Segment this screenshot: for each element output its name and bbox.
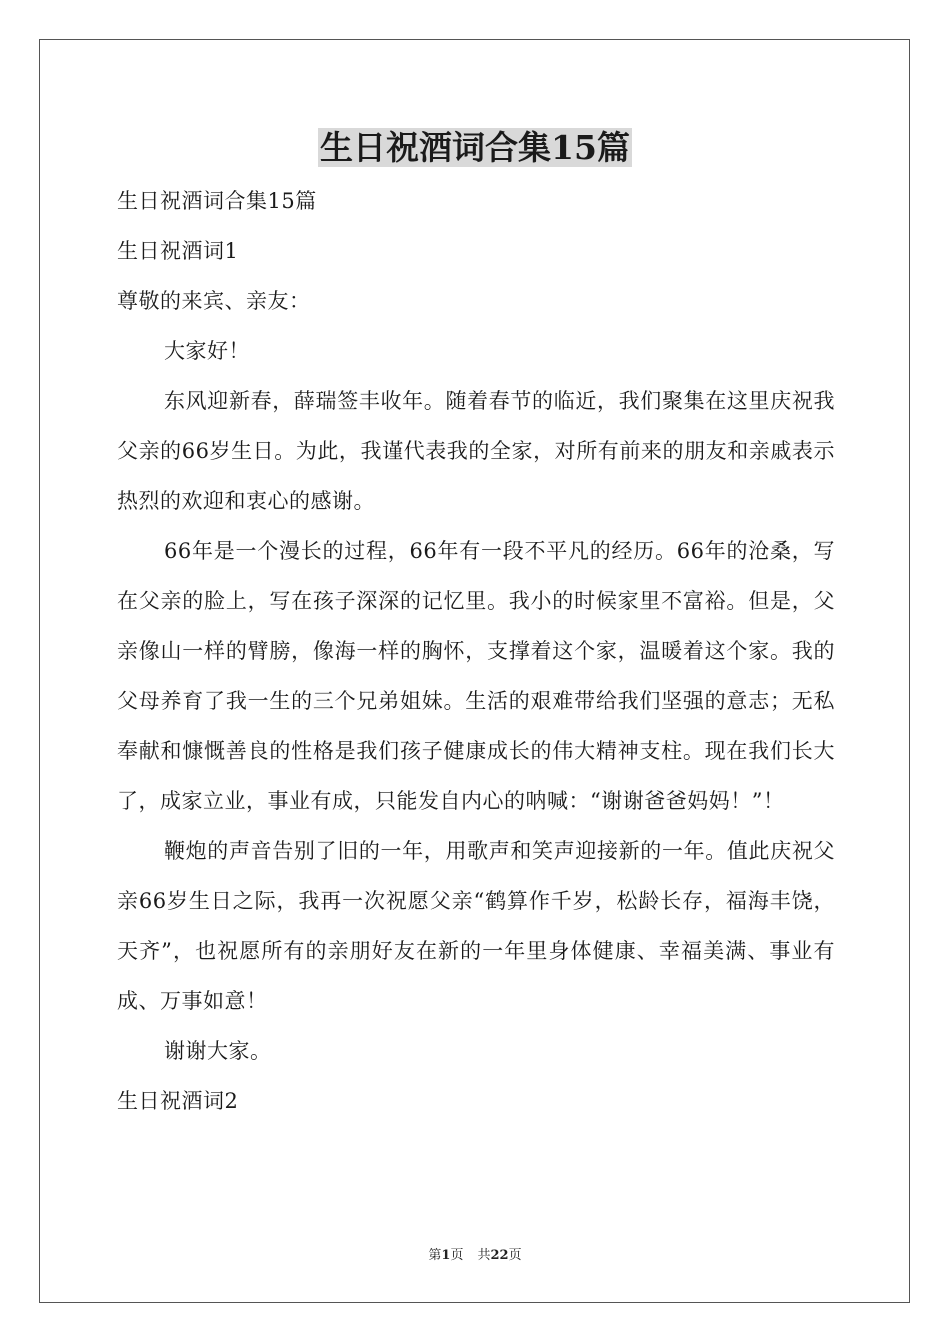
page-footer [0, 1247, 950, 1265]
paragraph: 东风迎新春，薛瑞签丰收年。随着春节的临近，我们聚集在这里庆祝我父亲的66岁生日。为此，我谨代表我的全家，对所有前来的朋友和亲戚表示热烈的欢迎和衷心的感谢。 [117, 389, 835, 513]
paragraph: 鞭炮的声音告别了旧的一年，用歌声和笑声迎接新的一年。值此庆祝父亲66岁生日之际，我再一次祝愿父亲“鹤算作千岁，松龄长存，福海丰饶，天齐”，也祝愿所有的亲朋好友在新的一年里身体健康、幸福美满、事业有成、万事如意！ [117, 839, 835, 1013]
footer-total-suffix: 页 [508, 1248, 522, 1263]
paragraph: 大家好！ [164, 339, 250, 363]
footer-total-pages: 22 [490, 1248, 509, 1263]
paragraph: 生日祝酒词合集15篇 [117, 189, 317, 213]
paragraph: 尊敬的来宾、亲友： [117, 289, 311, 313]
footer-total-prefix: 共 [477, 1248, 491, 1263]
footer-page-number: 1 [441, 1248, 451, 1263]
footer-page-prefix: 第 [428, 1248, 442, 1263]
paragraph: 生日祝酒词2 [117, 1089, 239, 1113]
paragraph: 生日祝酒词1 [117, 239, 239, 263]
document-title [0, 124, 950, 172]
document-body [117, 176, 835, 1126]
document-title-text: 生日祝酒词合集15篇 [320, 128, 630, 167]
footer-page-suffix: 页 [450, 1248, 464, 1263]
paragraph: 谢谢大家。 [164, 1039, 272, 1063]
paragraph: 66年是一个漫长的过程，66年有一段不平凡的经历。66年的沧桑，写在父亲的脸上，写在孩子深深的记忆里。我小的时候家里不富裕。但是，父亲像山一样的臂膀，像海一样的胸怀，支撑着这个家，温暖着这个家。我的父母养育了我一生的三个兄弟姐妹。生活的艰难带给我们坚强的意志；无私奉献和慷慨善良的性格是我们孩子健康成长的伟大精神支柱。现在我们长大了，成家立业，事业有成，只能发自内心的呐喊：“谢谢爸爸妈妈！”！ [117, 539, 835, 813]
